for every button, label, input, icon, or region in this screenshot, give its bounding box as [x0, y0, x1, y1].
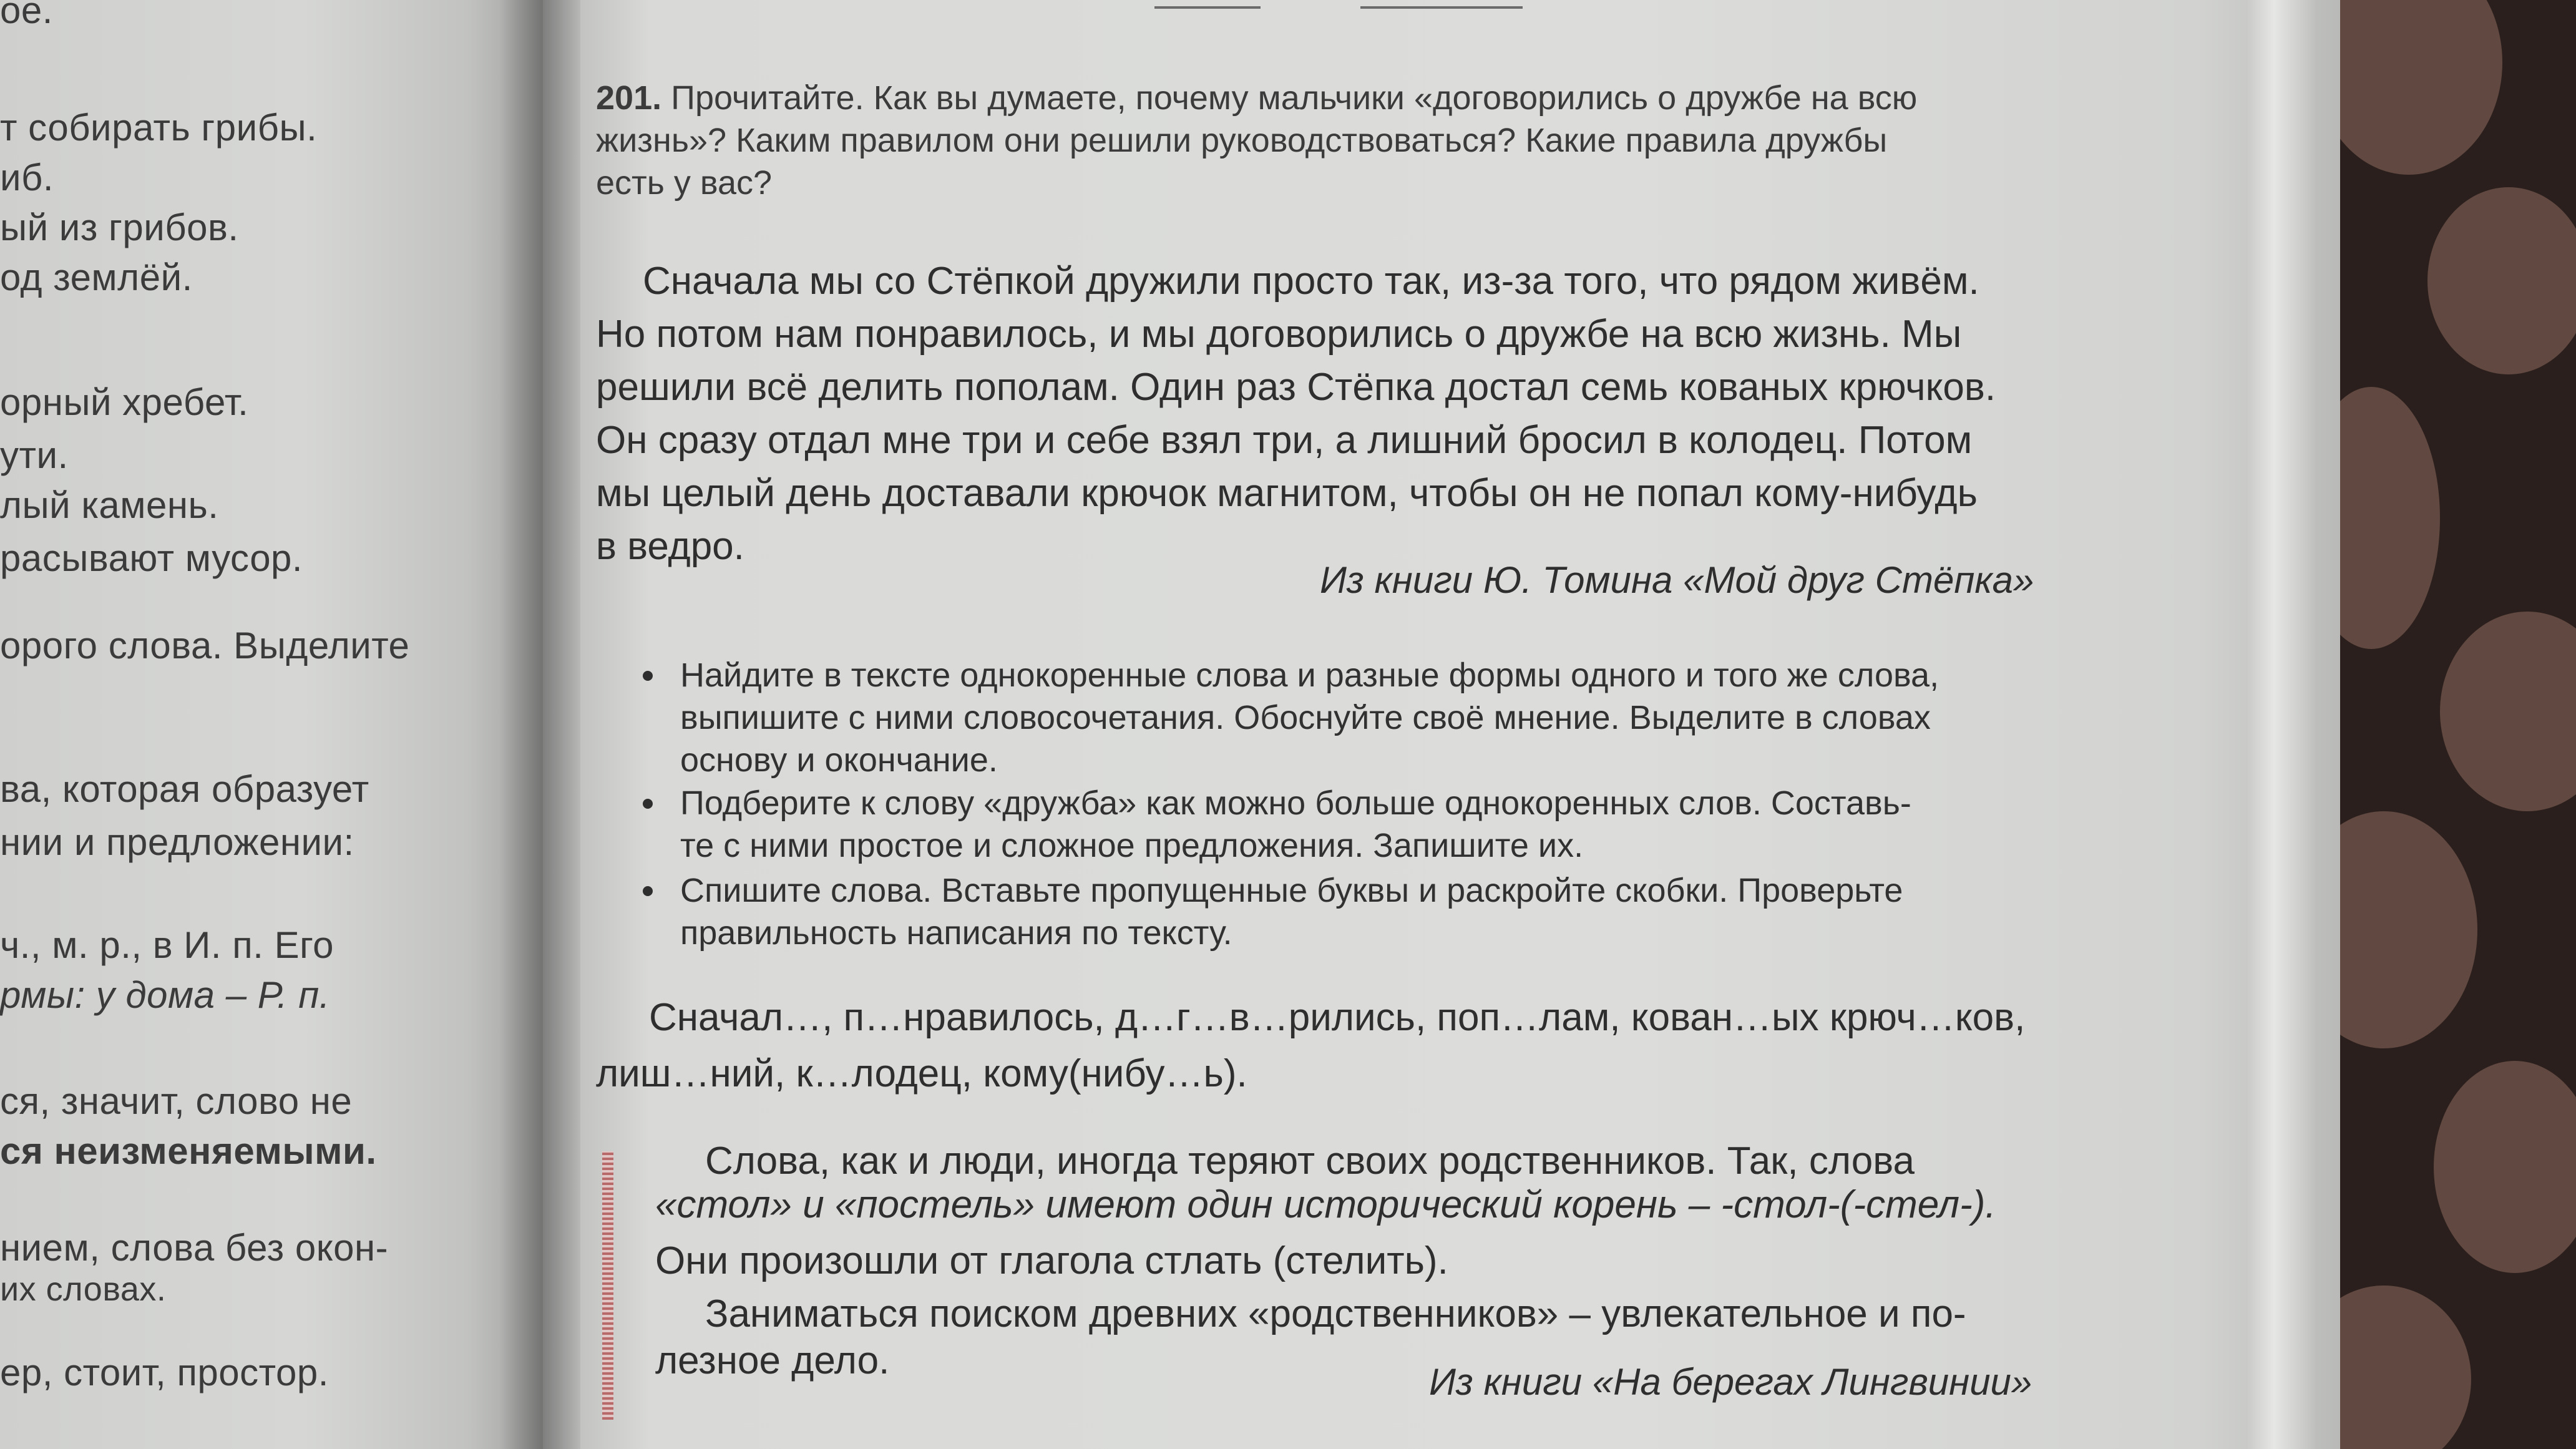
- left-line: ути.: [0, 434, 69, 476]
- bullet-line: Спишите слова. Вставьте пропущенные буквы и раскройте скобки. Проверьте: [680, 872, 1903, 909]
- left-line: нии и предложении:: [0, 821, 354, 863]
- left-line: орого слова. Выделите: [0, 625, 410, 666]
- bullet-icon: [643, 671, 653, 681]
- page-edge: [2247, 0, 2315, 1449]
- task-line: есть у вас?: [596, 164, 773, 202]
- exercise-task: [596, 81, 1917, 115]
- story-line: мы целый день доставали крючок магнитом, чтобы он не попал кому-нибудь: [596, 472, 1978, 515]
- left-line: их словах.: [0, 1271, 167, 1308]
- bullet-line: Найдите в тексте однокоренные слова и разные формы одного и того же слова,: [680, 656, 1939, 694]
- bullet-icon: [643, 886, 653, 896]
- words-line: Сначал…, п…нравилось, д…г…в…рились, поп…лам, кован…ых крюч…ков,: [649, 996, 2026, 1039]
- left-line: расывают мусор.: [0, 537, 303, 579]
- left-line: нием, слова без окон-: [0, 1227, 389, 1269]
- left-line: ся неизменяемыми.: [0, 1130, 377, 1172]
- story-line: в ведро.: [596, 525, 744, 568]
- note-line: «стол» и «постель» имеют один исторический корень – -стол-(-стел-).: [655, 1183, 1996, 1226]
- left-line: орный хребет.: [0, 381, 249, 423]
- exercise-number: 201.: [596, 79, 662, 117]
- left-line: ва, которая образует: [0, 768, 369, 810]
- bullet-line: Подберите к слову «дружба» как можно больше однокоренных слов. Составь-: [680, 784, 1911, 822]
- bullet-line: выпишите с ними словосочетания. Обоснуйте своё мнение. Выделите в словах: [680, 699, 1931, 736]
- note-source: Из книги «На берегах Лингвинии»: [1429, 1361, 2032, 1403]
- note-line: лезное дело.: [655, 1339, 890, 1382]
- bullet-line: основу и окончание.: [680, 741, 998, 779]
- left-line: лый камень.: [0, 484, 219, 526]
- story-line: решили всё делить пополам. Один раз Стёпка достал семь кованых крючков.: [596, 366, 1996, 409]
- note-line: Слова, как и люди, иногда теряют своих родственников. Так, слова: [705, 1139, 1915, 1183]
- table-edge: [1154, 0, 1261, 9]
- left-line: ч., м. р., в И. п. Его: [0, 924, 334, 966]
- table-edge: [1360, 0, 1523, 9]
- bullet-line: те с ними простое и сложное предложения. Запишите их.: [680, 827, 1584, 864]
- bullet-line: правильность написания по тексту.: [680, 914, 1232, 952]
- task-line: жизнь»? Каким правилом они решили руководствоваться? Какие правила дружбы: [596, 122, 1888, 159]
- left-line: ый из грибов.: [0, 207, 239, 248]
- note-margin-marker: [602, 1151, 613, 1420]
- note-line: Заниматься поиском древних «родственников» – увлекательное и по-: [705, 1292, 1966, 1335]
- left-line: рмы: у дома – Р. п.: [0, 974, 330, 1016]
- story-line: Сначала мы со Стёпкой дружили просто так, из-за того, что рядом живём.: [643, 260, 1979, 303]
- note-line: Они произошли от глагола стлать (стелить).: [655, 1239, 1448, 1282]
- left-line: иб.: [0, 157, 54, 198]
- left-line: т собирать грибы.: [0, 107, 318, 149]
- words-line: лиш…ний, к…лодец, кому(нибу…ь).: [596, 1052, 1247, 1095]
- story-line: Но потом нам понравилось, и мы договорились о дружбе на всю жизнь. Мы: [596, 313, 1962, 356]
- book-gutter: [499, 0, 580, 1449]
- task-line: Прочитайте. Как вы думаете, почему мальчики «договорились о дружбе на всю: [671, 79, 1918, 117]
- left-line: од землёй.: [0, 256, 193, 298]
- left-line: ое.: [0, 0, 53, 31]
- left-line: ер, стоит, простор.: [0, 1352, 329, 1393]
- story-line: Он сразу отдал мне три и себе взял три, а лишний бросил в колодец. Потом: [596, 419, 1973, 462]
- story-source: Из книги Ю. Томина «Мой друг Стёпка»: [1320, 559, 2034, 601]
- left-line: ся, значит, слово не: [0, 1080, 353, 1122]
- bullet-icon: [643, 799, 653, 809]
